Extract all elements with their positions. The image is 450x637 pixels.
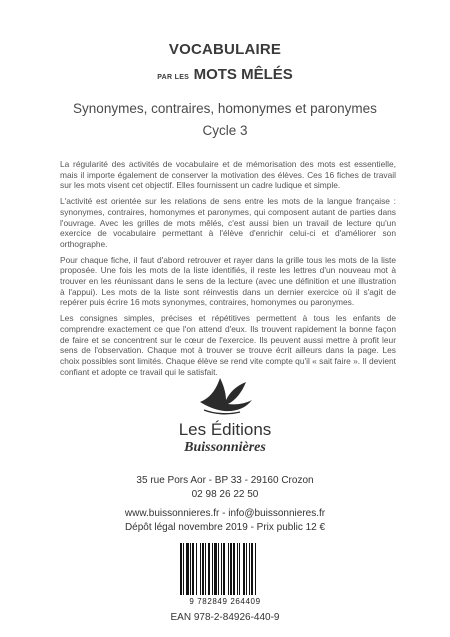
- blurb-paragraph-1: La régularité des activités de vocabulaire et de mémorisation des mots est essentielle, mais il importe également de conserver la motivation des élèves. Ces 16 fiches de travail sur les mots visent cet objectif. Elles fournissent un cadre ludique et simple.: [60, 159, 396, 191]
- blurb: [60, 159, 396, 382]
- barcode: [176, 541, 274, 597]
- blurb-paragraph-4: Les consignes simples, précises et répétitives permettent à tous les enfants de comprendre exactement ce que l'on attend d'eux. Ils trouvent rapidement la bonne façon de faire et se concentrent sur le cœur de l'exercice. Ils peuvent aussi mettre à profit leur sens de l'observation. Chaque mot à trouver se trouve écrit ailleurs dans la page. Les choix possibles sont limités. Chaque élève se rend vite compte qu'il « sait faire ». Il devient confiant et adopte ce travail qui le satisfait.: [60, 313, 396, 377]
- publisher-name-line1: Les Éditions: [178, 420, 272, 439]
- book-description: Synonymes, contraires, homonymes et paronymes: [73, 101, 377, 116]
- publisher-web-email: www.buissonnieres.fr - info@buissonnieres.fr: [124, 508, 326, 519]
- blurb-paragraph-3: Pour chaque fiche, il faut d'abord retrouver et rayer dans la grille tous les mots de la liste proposée. Une fois les mots de la liste identifiés, il reste les lettres d'un nouveau mot à trouver en les réunissant dans le sens de la lecture (avec une définition et une illustration à l'appui). Les mots de la liste sont réinvestis dans un dernier exercice où il s'agit de repérer puis écrire 16 mots synonymes, contraires, homonymes ou paronymes.: [60, 254, 396, 308]
- book-title: VOCABULAIRE: [168, 41, 282, 58]
- book-cycle: Cycle 3: [202, 123, 248, 138]
- ean-code: EAN 978-2-84926-440-9: [170, 612, 280, 623]
- publisher-name-line2: Buissonnières: [184, 440, 266, 455]
- publisher-phone: 02 98 26 22 50: [191, 489, 259, 500]
- book-subtitle: [0, 66, 450, 84]
- publisher-address: 35 rue Pors Aor - BP 33 - 29160 Crozon: [136, 475, 314, 486]
- subtitle-main: MOTS MÊLÉS: [193, 66, 293, 83]
- subtitle-prefix: PAR LES: [157, 74, 190, 81]
- legal-deposit-price: Dépôt légal novembre 2019 - Prix public 12 €: [124, 522, 326, 533]
- barcode-digits: 9 782849 264409: [189, 597, 261, 606]
- bird-icon: [196, 372, 256, 418]
- blurb-paragraph-2: L'activité est orientée sur les relations de sens entre les mots de la langue française : synonymes, contraires, homonymes et paronymes, qui composent autant de parties dans l'ouvrage. Avec les grilles de mots mêlés, c'est aussi bien un travail de lecture qu'un exercice de vocabulaire permettant à l'élève d'enrichir celui-ci et d'améliorer son orthographe.: [60, 196, 396, 249]
